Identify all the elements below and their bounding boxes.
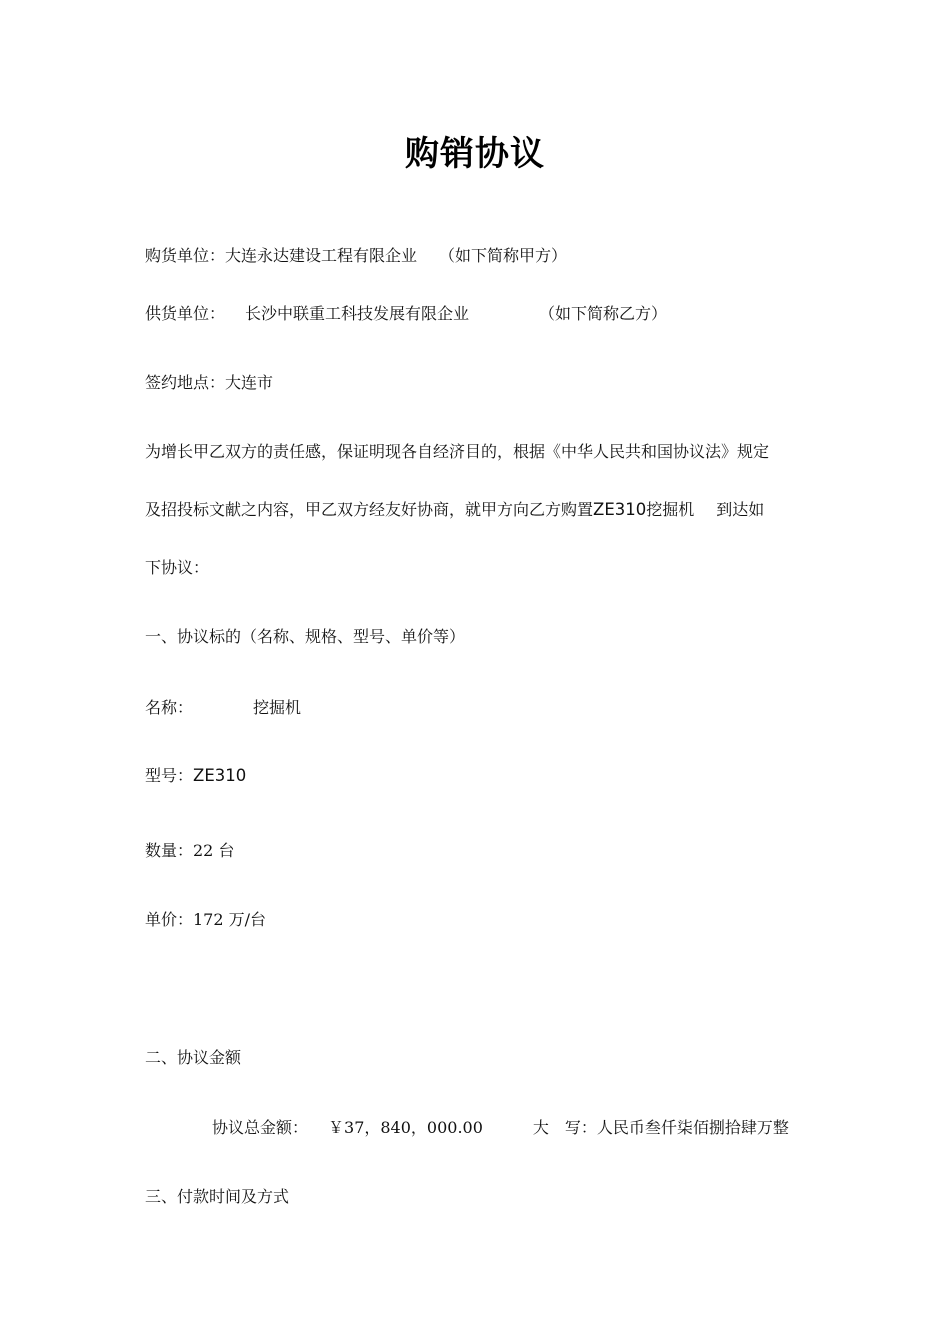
section2-heading: 二、协议金额 xyxy=(145,1048,242,1067)
supplier-line xyxy=(145,304,667,324)
item-quantity: 数量：22 台 xyxy=(145,841,235,860)
amount-words-value: 人民币叁仟柒佰捌拾肆万整 xyxy=(596,1118,789,1137)
section3-heading: 三、付款时间及方式 xyxy=(145,1187,290,1206)
preamble-text-a: 及招投标文献之内容，甲乙双方经友好协商，就甲方向乙方购置 xyxy=(145,500,594,519)
total-amount-line xyxy=(212,1118,789,1138)
buyer-name: 大连永达建设工程有限企业 xyxy=(225,246,418,265)
item-name-value: 挖掘机 xyxy=(253,698,302,717)
signing-place: 签约地点：大连市 xyxy=(145,373,274,392)
preamble-line-2 xyxy=(145,500,764,520)
total-amount-label: 协议总金额： xyxy=(212,1118,309,1137)
item-model-label: 型号： xyxy=(145,766,194,785)
preamble-line-3: 下协议： xyxy=(145,558,210,577)
item-unit-price: 单价：172 万/台 xyxy=(145,910,267,929)
item-model-line xyxy=(145,766,246,786)
preamble-line-1: 为增长甲乙双方的责任感，保证明现各自经济目的，根据《中华人民共和国协议法》规定 xyxy=(145,442,770,461)
total-amount-value: ￥37，840，000.00 xyxy=(328,1118,483,1137)
item-model-value: ZE310 xyxy=(193,766,247,785)
preamble-model: ZE310 xyxy=(593,500,647,519)
supplier-name: 长沙中联重工科技发展有限企业 xyxy=(245,304,470,323)
supplier-label: 供货单位： xyxy=(145,304,226,323)
buyer-alias: （如下简称甲方） xyxy=(439,246,568,265)
buyer-label: 购货单位： xyxy=(145,246,226,265)
section1-heading: 一、协议标的（名称、规格、型号、单价等） xyxy=(145,627,466,646)
item-name-label: 名称： xyxy=(145,698,194,717)
supplier-alias: （如下简称乙方） xyxy=(539,304,668,323)
buyer-line xyxy=(145,246,567,266)
item-name-line xyxy=(145,698,301,718)
preamble-text-b: 挖掘机 xyxy=(646,500,695,519)
amount-words-label: 大 写： xyxy=(532,1118,597,1137)
document-title: 购销协议 xyxy=(405,134,545,174)
preamble-text-c: 到达如 xyxy=(716,500,765,519)
